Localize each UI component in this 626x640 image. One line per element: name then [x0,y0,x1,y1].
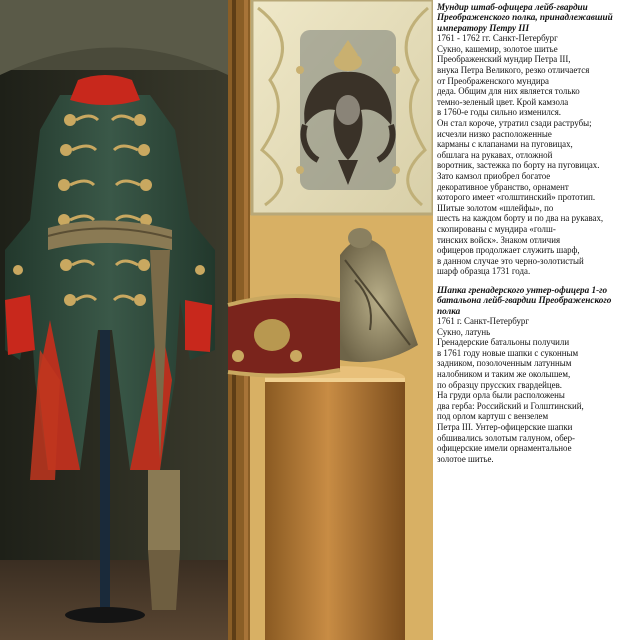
pedestal [265,366,405,640]
caption-column [437,2,626,638]
cap-caption-body: 1761 г. Санкт-Петербург Сукно, латунь Гренадерские батальоны получили в 1761 году новые шапки с суконным задником, позолоченным латунным налобником и таким же околышем, по образцу прусских гвардейцев. На груди орла были расположены два герба: Российский и Голштинский, под орлом картуш с вензелем Петра III. Унтер-офицерские шапки обшивались золотым галуном, обер- офицерские имели орнаментальное золотое шитье. [437,316,584,464]
uniform-caption [437,2,626,277]
uniform-caption-title: Мундир штаб-офицера лейб-гвардии Преображенского полка, принадлежавший императору Петру III [437,2,613,33]
embroidered-eagle-image [252,0,433,214]
cap-caption-title: Шапка гренадерского унтер-офицера 1-го батальона лейб-гвардии Преображенского полка [437,284,612,316]
uniform-caption-body: 1761 - 1762 гг. Санкт-Петербург Сукно, кашемир, золотое шитье Преображенский мундир Петра III, внука Петра Великого, резко отличается от Преображенского мундира деда. Общим для них является только темно-зеленый цвет. Крой камзола в 1760-е годы сильно изменился. Он стал короче, утратил сзади раструбы; исчезли низко расположенные карманы с клапанами на пуговицах, обшлага на рукавах, отложной воротник, застежка по борту на пуговицах. Зато камзол приобрел богатое декоративное убранство, орнамент которого имеет «голштинский» прототип. Шитые золотом «шлейфы», по шесть на каждом борту и по два на рукавах, скопированы с мундира «голш- тинских войск». Знаком отличия офицеров продолжает служить шарф, в данном случае это черно-золотистый шарф образца 1731 года. [437,33,604,277]
floor [0,560,228,640]
cap-caption [437,285,626,465]
